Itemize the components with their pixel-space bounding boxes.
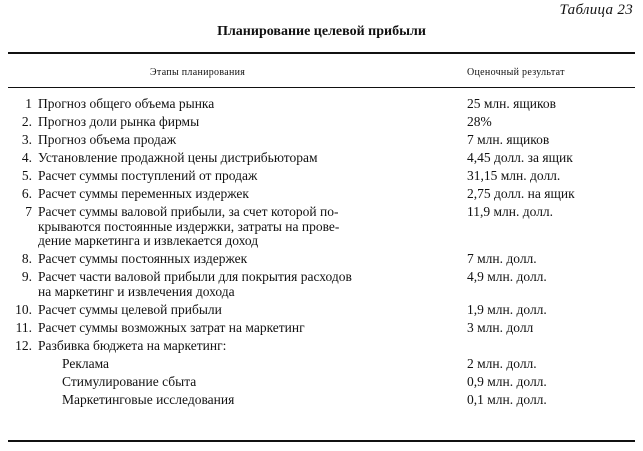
bottom-rule: [8, 440, 635, 442]
top-rule: [8, 52, 635, 54]
table-row: [0, 303, 643, 318]
table-number: Таблица 23: [559, 2, 633, 18]
row-number: 11.: [15, 319, 32, 335]
column-header-result: Оценочный результат: [467, 67, 565, 78]
column-header-stages: Этапы планирования: [150, 67, 246, 78]
row-number: 3.: [21, 132, 32, 147]
result-value: 0,1 млн. долл.: [467, 391, 547, 407]
result-value: 2,75 долл. на ящик: [467, 186, 575, 201]
table-row: [0, 169, 643, 184]
result-value: 31,15 млн. долл.: [467, 168, 561, 183]
stage-text: Расчет суммы валовой прибыли, за счет которой по- крываются постоянные издержки, затраты на прове- дение маркетинга и извлекается доход: [38, 204, 340, 248]
stage-text: Расчет суммы переменных издержек: [38, 186, 249, 201]
row-number: 8.: [21, 251, 32, 266]
table-row: [0, 270, 643, 299]
stage-text: Прогноз объема продаж: [38, 132, 177, 147]
result-value: 4,9 млн. долл.: [467, 269, 547, 284]
row-number: 2.: [21, 114, 32, 129]
stage-text: Установление продажной цены дистрибьюторам: [38, 150, 318, 165]
table-row: [0, 133, 643, 148]
result-value: 25 млн. ящиков: [467, 96, 556, 111]
stage-text: Расчет суммы целевой прибыли: [38, 301, 222, 317]
budget-item-row: [0, 375, 643, 390]
stage-text: Прогноз общего объема рынка: [38, 96, 215, 111]
row-number: 9.: [21, 269, 32, 284]
table-row: [0, 187, 643, 202]
table-row: [0, 339, 643, 354]
header-rule: [8, 87, 635, 88]
stage-text: Расчет части валовой прибыли для покрытия расходов на маркетинг и извлечения дохода: [38, 269, 352, 299]
stage-text: Расчет суммы поступлений от продаж: [38, 168, 258, 183]
budget-item-row: [0, 393, 643, 408]
stage-text: Разбивка бюджета на маркетинг:: [38, 337, 227, 353]
table-title: Планирование целевой прибыли: [217, 24, 426, 39]
budget-item-row: [0, 357, 643, 372]
result-value: 0,9 млн. долл.: [467, 373, 547, 389]
row-number: 12.: [15, 337, 32, 353]
stage-text: Реклама: [62, 355, 110, 371]
result-value: 1,9 млн. долл.: [467, 301, 547, 317]
row-number: 1: [25, 96, 32, 111]
result-value: 7 млн. ящиков: [467, 132, 550, 147]
result-value: 3 млн. долл: [467, 319, 534, 335]
table-row: [0, 151, 643, 166]
result-value: 28%: [467, 114, 492, 129]
stage-text: Прогноз доли рынка фирмы: [38, 114, 200, 129]
result-value: 11,9 млн. долл.: [467, 204, 554, 219]
row-number: 10.: [15, 301, 32, 317]
stage-text: Маркетинговые исследования: [62, 391, 235, 407]
row-number: 5.: [21, 168, 32, 183]
table-row: [0, 321, 643, 336]
result-value: 2 млн. долл.: [467, 355, 537, 371]
result-value: 7 млн. долл.: [467, 251, 537, 266]
table-row: [0, 115, 643, 130]
stage-text: Расчет суммы возможных затрат на маркетинг: [38, 319, 305, 335]
table-row: [0, 205, 643, 249]
stage-text: Расчет суммы постоянных издержек: [38, 251, 248, 266]
row-number: 4.: [21, 150, 32, 165]
table-row: [0, 252, 643, 267]
table-row: [0, 97, 643, 112]
result-value: 4,45 долл. за ящик: [467, 150, 573, 165]
row-number: 6.: [21, 186, 32, 201]
stage-text: Стимулирование сбыта: [62, 373, 197, 389]
row-number: 7: [25, 204, 32, 219]
